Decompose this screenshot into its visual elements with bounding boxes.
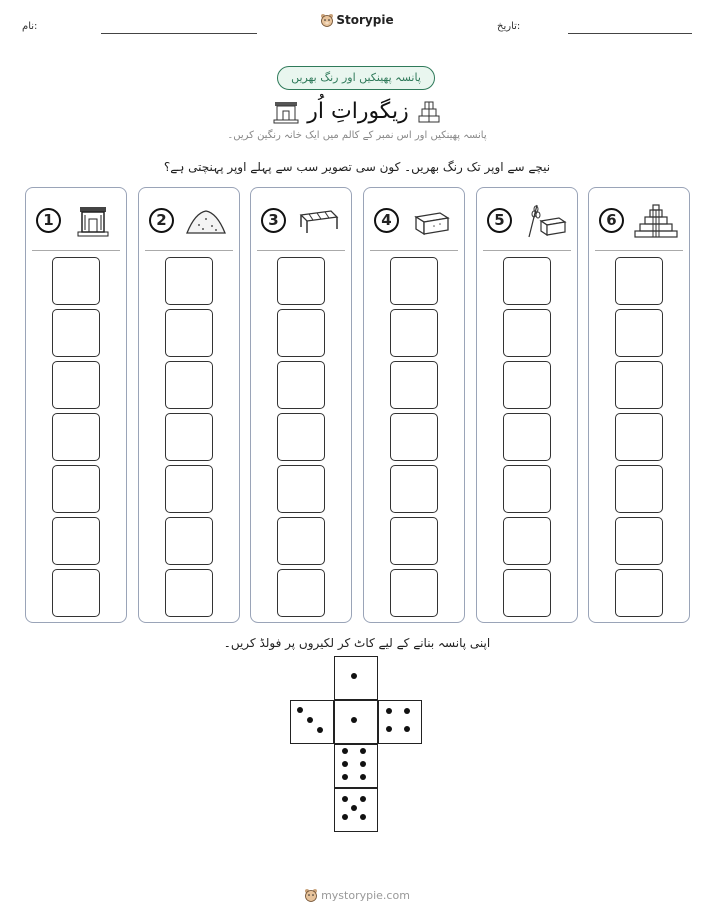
color-cell[interactable]: [615, 361, 663, 409]
brand-logo: [0, 13, 714, 27]
brick-icon: [406, 201, 456, 241]
color-cell[interactable]: [165, 257, 213, 305]
dice-pip: [342, 796, 348, 802]
column-2: [138, 187, 240, 623]
color-cell[interactable]: [615, 257, 663, 305]
instruction: نیچے سے اوپر تک رنگ بھریں۔ کون سی تصویر سب سے پہلے اوپر پہنچتی ہے؟: [163, 160, 551, 174]
subtitle: پانسہ پھینکیں اور اس نمبر کے کالم میں ایک خانہ رنگین کریں۔: [227, 130, 487, 141]
dice-face-4: [378, 700, 422, 744]
footer: [0, 888, 714, 902]
color-cell[interactable]: [52, 309, 100, 357]
grain-pile-icon: [181, 201, 231, 241]
color-cell[interactable]: [277, 361, 325, 409]
color-cell[interactable]: [615, 517, 663, 565]
activity-badge: پانسہ پھینکیں اور رنگ بھریں: [277, 66, 435, 90]
ziggurat-icon: [631, 201, 681, 241]
color-cell[interactable]: [52, 517, 100, 565]
color-cell[interactable]: [615, 413, 663, 461]
color-cell[interactable]: [165, 465, 213, 513]
color-cell[interactable]: [390, 309, 438, 357]
dice-pip: [360, 748, 366, 754]
fold-instruction: اپنی پانسہ بنانے کے لیے کاٹ کر لکیروں پر فولڈ کریں۔: [223, 636, 491, 650]
wooden-sledge-icon: [293, 201, 343, 241]
dice-pip: [351, 673, 357, 679]
dice-face-3: [290, 700, 334, 744]
color-cell[interactable]: [52, 361, 100, 409]
dice-pip: [351, 717, 357, 723]
color-cell[interactable]: [503, 361, 551, 409]
color-cell[interactable]: [277, 569, 325, 617]
brand-name: Storypie: [336, 13, 394, 27]
column-5: [476, 187, 578, 623]
color-cell[interactable]: [503, 569, 551, 617]
column-number: 5: [487, 208, 512, 233]
column-divider: [483, 250, 571, 251]
color-cell[interactable]: [390, 465, 438, 513]
color-cell[interactable]: [390, 413, 438, 461]
temple-icon: [273, 94, 299, 124]
dice-pip: [386, 726, 392, 732]
dice-pip: [360, 774, 366, 780]
color-cell[interactable]: [52, 257, 100, 305]
column-1: [25, 187, 127, 623]
date-line[interactable]: [568, 33, 692, 34]
color-cell[interactable]: [277, 517, 325, 565]
column-4: [363, 187, 465, 623]
color-cell[interactable]: [277, 309, 325, 357]
dice-pip: [360, 796, 366, 802]
column-divider: [145, 250, 233, 251]
color-cell[interactable]: [615, 309, 663, 357]
dice-face-5: [334, 788, 378, 832]
dice-pip: [342, 748, 348, 754]
column-6: [588, 187, 690, 623]
dice-pip: [342, 774, 348, 780]
dice-pip: [360, 814, 366, 820]
footer-url: mystorypie.com: [321, 889, 410, 902]
dice-pip: [404, 708, 410, 714]
color-cell[interactable]: [503, 465, 551, 513]
dice-pip: [297, 707, 303, 713]
dice-pip: [404, 726, 410, 732]
color-cell[interactable]: [390, 361, 438, 409]
color-cell[interactable]: [165, 517, 213, 565]
dice-pip: [317, 727, 323, 733]
color-cell[interactable]: [390, 569, 438, 617]
date-label: تاریخ:: [497, 21, 521, 32]
dice-pip: [342, 761, 348, 767]
dice-face-1: [334, 700, 378, 744]
color-cell[interactable]: [615, 465, 663, 513]
color-cell[interactable]: [165, 569, 213, 617]
column-number: 4: [374, 208, 399, 233]
color-cell[interactable]: [52, 569, 100, 617]
dice-pip: [342, 814, 348, 820]
color-cell[interactable]: [165, 309, 213, 357]
color-cell[interactable]: [503, 413, 551, 461]
color-cell[interactable]: [165, 361, 213, 409]
dice-face-6: [334, 744, 378, 788]
bear-icon: [320, 13, 334, 27]
dice-pip: [307, 717, 313, 723]
color-cell[interactable]: [503, 257, 551, 305]
column-3: [250, 187, 352, 623]
color-cell[interactable]: [277, 257, 325, 305]
dice-pip: [351, 805, 357, 811]
temple-icon: [68, 201, 118, 241]
column-divider: [595, 250, 683, 251]
column-number: 1: [36, 208, 61, 233]
column-number: 2: [149, 208, 174, 233]
color-cell[interactable]: [277, 465, 325, 513]
color-cell[interactable]: [277, 413, 325, 461]
dice-pip: [386, 708, 392, 714]
color-cell[interactable]: [503, 309, 551, 357]
name-label: نام:: [22, 21, 38, 32]
column-number: 3: [261, 208, 286, 233]
color-cell[interactable]: [52, 413, 100, 461]
column-divider: [370, 250, 458, 251]
ziggurat-icon: [417, 94, 441, 124]
color-cell[interactable]: [390, 257, 438, 305]
title-text: زیگوراتِ اُر: [307, 99, 409, 124]
name-line[interactable]: [101, 33, 257, 34]
dice-face-1: [334, 656, 378, 700]
column-divider: [32, 250, 120, 251]
wheat-and-brick-icon: [519, 201, 569, 241]
column-divider: [257, 250, 345, 251]
color-cell[interactable]: [503, 517, 551, 565]
color-cell[interactable]: [615, 569, 663, 617]
column-number: 6: [599, 208, 624, 233]
dice-pip: [360, 761, 366, 767]
color-cell[interactable]: [52, 465, 100, 513]
color-cell[interactable]: [390, 517, 438, 565]
bear-icon: [304, 888, 318, 902]
color-cell[interactable]: [165, 413, 213, 461]
page-title: [0, 94, 714, 124]
